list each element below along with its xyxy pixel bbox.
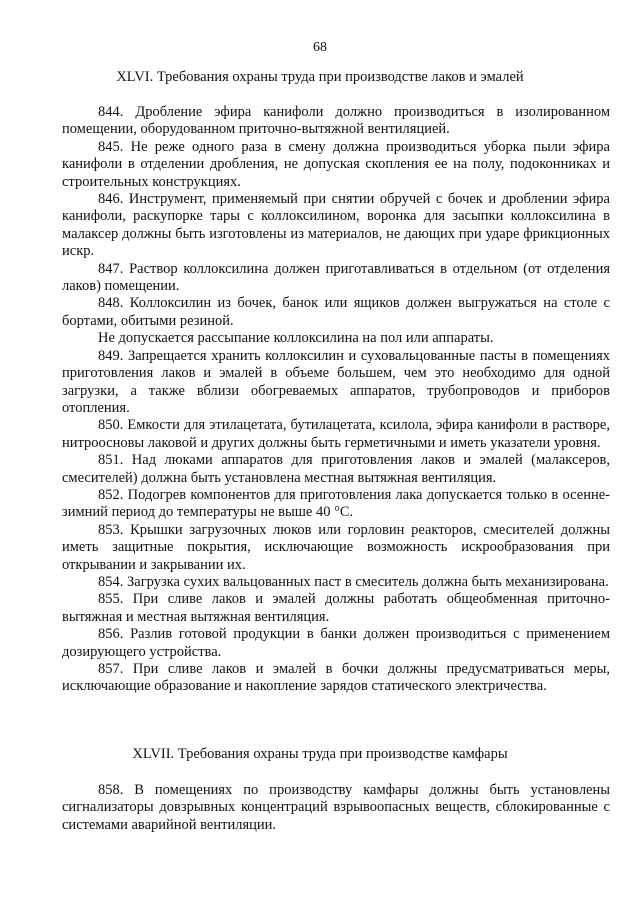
paragraph-857: 857. При сливе лаков и эмалей в бочки должны предусматриваться меры, исключающие образование и накопление зарядов статического электричества. <box>62 661 610 695</box>
paragraph-856: 856. Разлив готовой продукции в банки должен производиться с применением дозирующего устройства. <box>62 626 610 660</box>
paragraph-849: 849. Запрещается хранить коллоксилин и суховальцованные пасты в помещениях приготовления лаков и эмалей в объеме большем, чем это необходимо для одной загрузки, а также вблизи обогреваемых аппаратов, трубопроводов и приборов отопления. <box>62 347 610 416</box>
paragraph-851: 851. Над люками аппаратов для приготовления лаков и эмалей (малаксеров, смесителей) должна быть установлена местная вытяжная вентиляция. <box>62 452 610 486</box>
section-title-xlvii: XLVII. Требования охраны труда при производстве камфары <box>132 746 508 762</box>
paragraph-855: 855. При сливе лаков и эмалей должны работать общеобменная приточно-вытяжная и местная вытяжная вентиляция. <box>62 591 610 625</box>
paragraph-854: 854. Загрузка сухих вальцованных паст в смеситель должна быть механизирована. <box>98 573 609 590</box>
section-body-xlvii <box>62 782 610 834</box>
paragraph-858: 858. В помещениях по производству камфары должны быть установлены сигнализаторы довзрывных концентраций взрывоопасных веществ, сблокированные с системами аварийной вентиляции. <box>62 782 610 833</box>
paragraph-845: 845. Не реже одного раза в смену должна производиться уборка пыли эфира канифоли в отделении дробления, не допуская скопления ее на полу, подоконниках и строительных конструкциях. <box>62 138 610 190</box>
page-number: 68 <box>313 40 327 55</box>
paragraph-848-note: Не допускается рассыпание коллоксилина на пол или аппараты. <box>98 330 494 347</box>
paragraph-844: 844. Дробление эфира канифоли должно производиться в изолированном помещении, оборудованном приточно-вытяжной вентиляцией. <box>62 104 610 138</box>
section-body-xlvi <box>62 104 610 696</box>
paragraph-846: 846. Инструмент, применяемый при снятии обручей с бочек и дроблении эфира канифоли, раскупорке тары с коллоксилином, воронка для засыпки коллоксилина в малаксер должны быть изготовлены из материалов, не дающих при ударе фрикционных искр. <box>62 191 610 260</box>
paragraph-848: 848. Коллоксилин из бочек, банок или ящиков должен выгружаться на столе с бортами, обитыми резиной. <box>62 295 610 329</box>
paragraph-852: 852. Подогрев компонентов для приготовления лака допускается только в осенне-зимний период до температуры не выше 40 °C. <box>62 486 610 521</box>
paragraph-853: 853. Крышки загрузочных люков или горловин реакторов, смесителей должны иметь защитные покрытия, исключающие возможность искрообразования при открывании и закрывании их. <box>62 521 610 573</box>
section-title-xlvi: XLVI. Требования охраны труда при производстве лаков и эмалей <box>116 69 524 85</box>
paragraph-850: 850. Емкости для этилацетата, бутилацетата, ксилола, эфира канифоли в растворе, нитроосновы лаковой и других должны быть герметичными и иметь указатели уровня. <box>62 417 610 451</box>
paragraph-847: 847. Раствор коллоксилина должен приготавливаться в отдельном (от отделения лаков) помещении. <box>62 260 610 295</box>
